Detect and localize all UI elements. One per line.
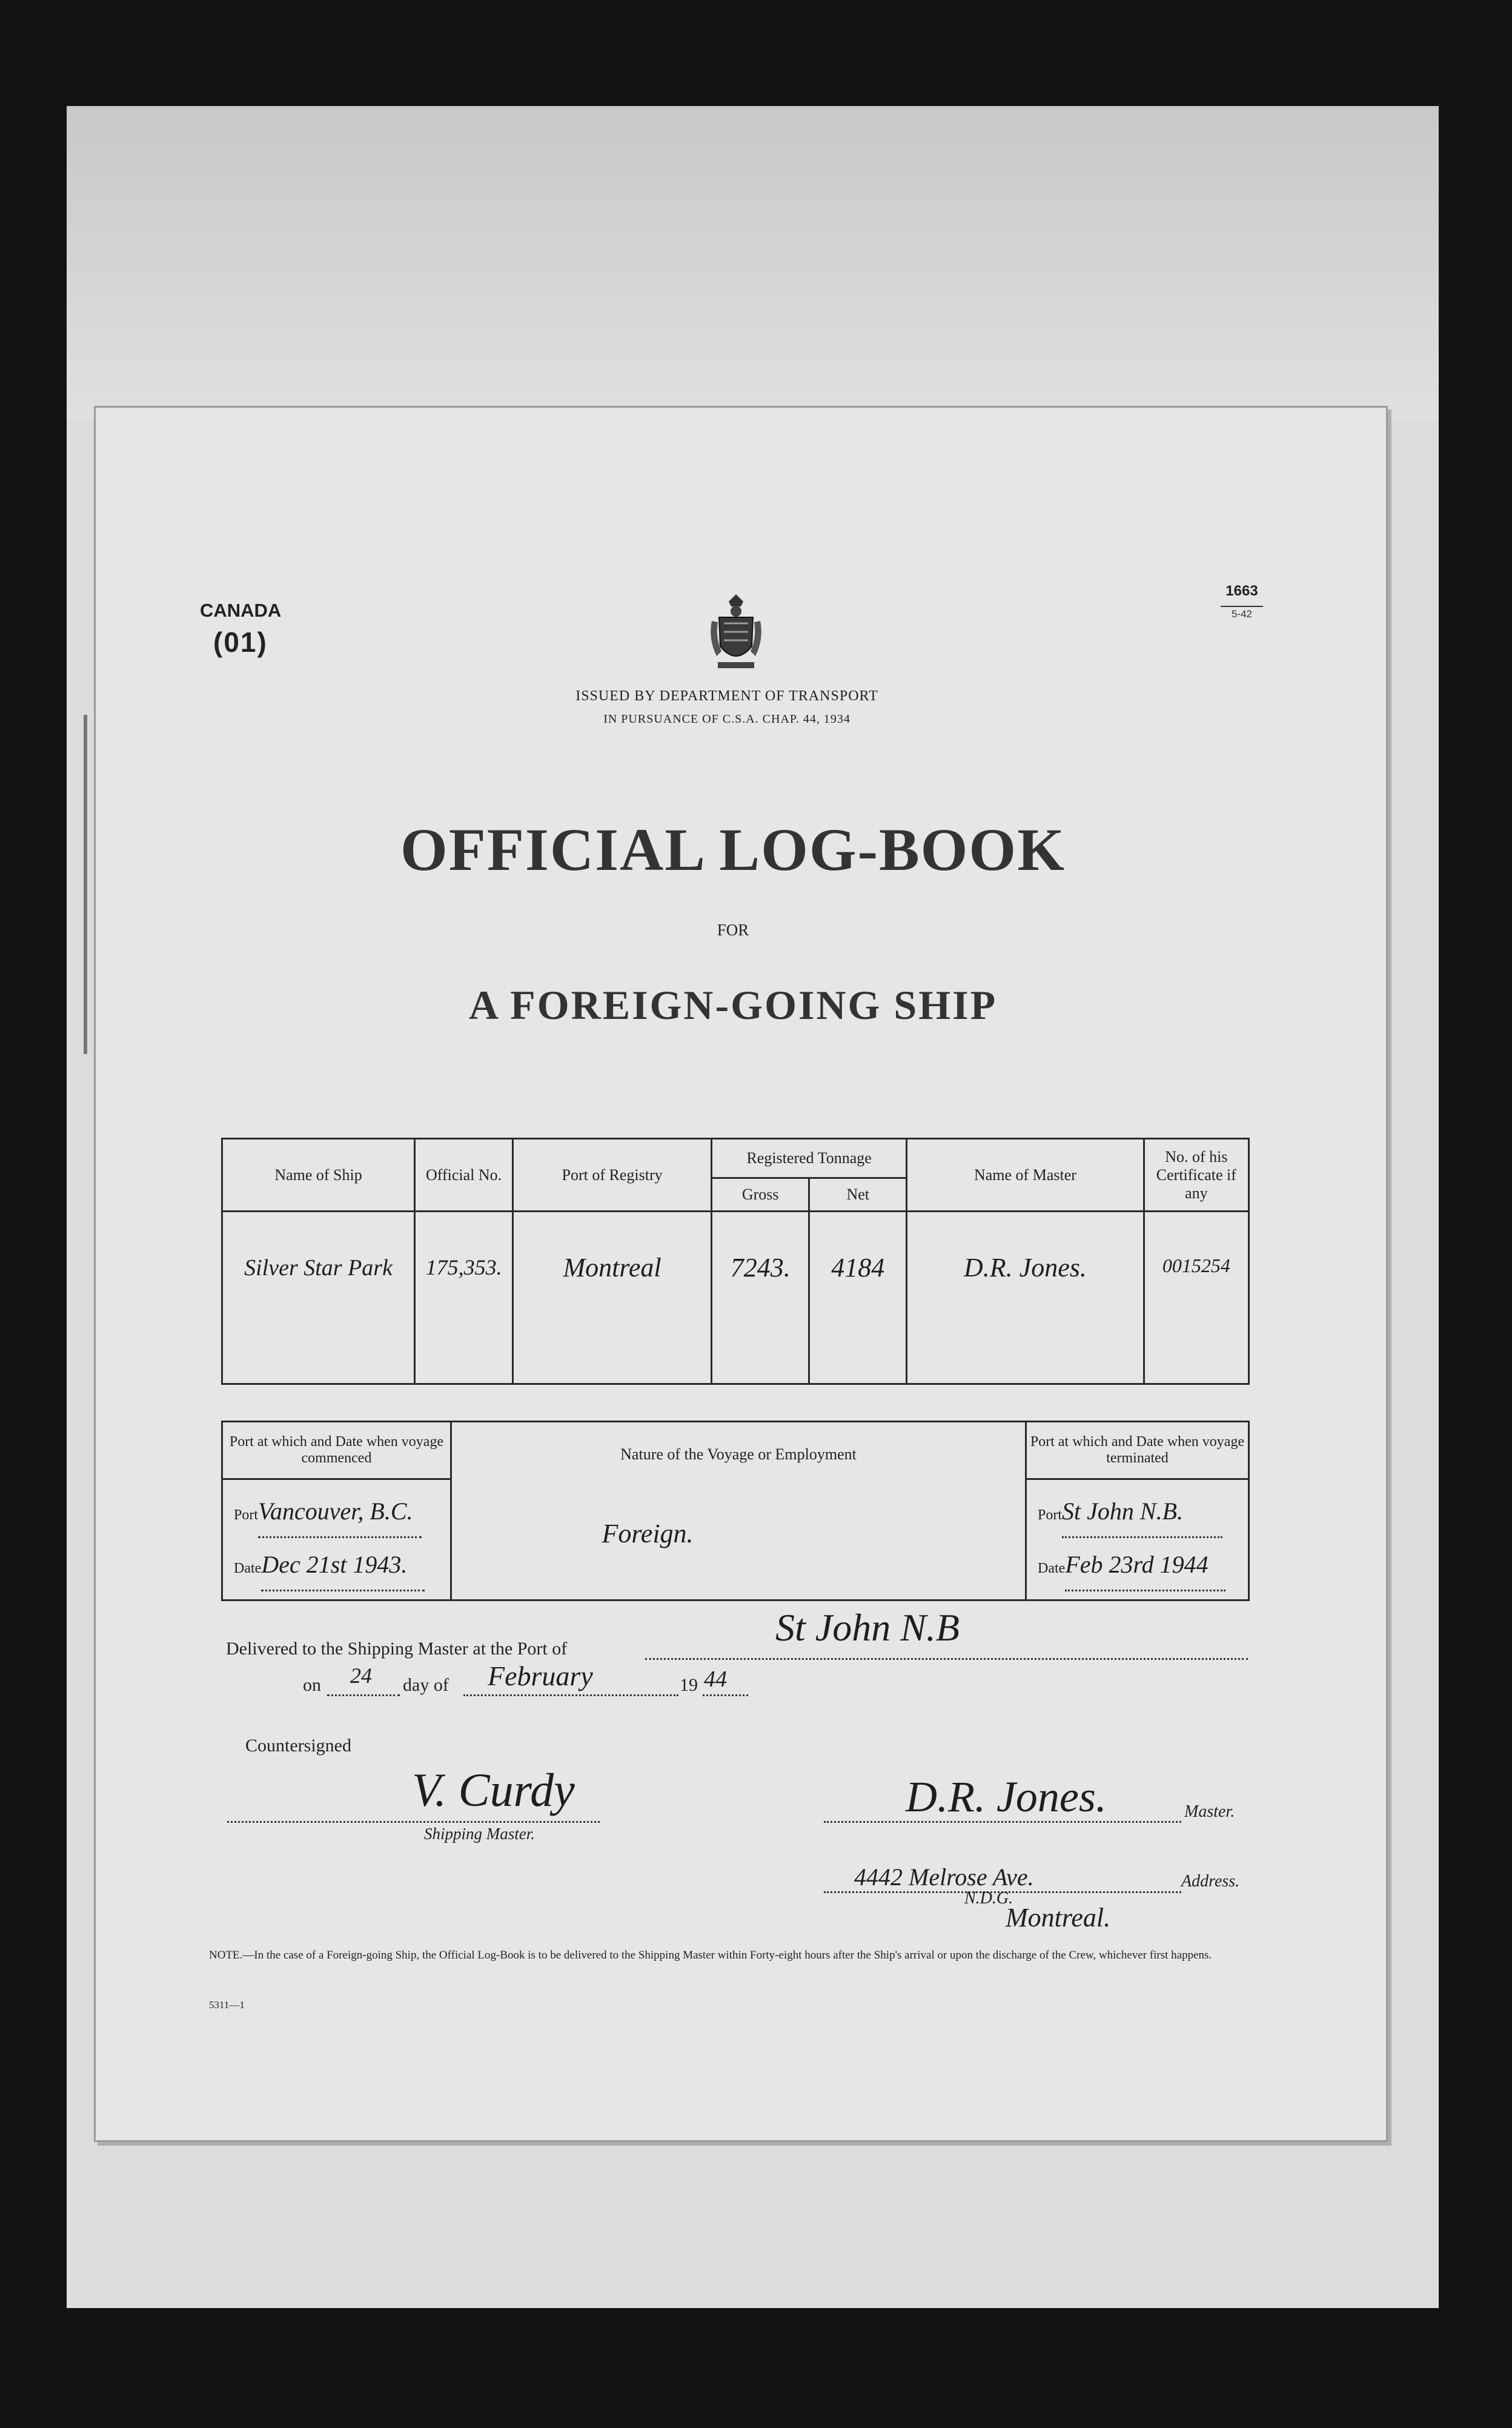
- header-port-of-registry: Port of Registry: [513, 1139, 712, 1212]
- address-line3: Montreal.: [1006, 1903, 1111, 1932]
- address-line1: 4442 Melrose Ave.: [854, 1863, 1034, 1891]
- page-edge: [84, 715, 87, 1054]
- delivered-port-value: St John N.B: [775, 1606, 960, 1649]
- shipping-master-signature-line: [227, 1821, 600, 1823]
- commenced-date-value: Dec 21st 1943.: [261, 1540, 425, 1591]
- countersigned-label: Countersigned: [245, 1736, 351, 1756]
- header-terminated: Port at which and Date when voyage terminated: [1026, 1422, 1249, 1479]
- terminated-port-label: Port: [1038, 1507, 1063, 1523]
- month-line: [463, 1694, 678, 1696]
- delivered-port-line: [645, 1658, 1248, 1660]
- certificate-value: 0015254: [1144, 1212, 1248, 1384]
- commenced-port-label: Port: [234, 1507, 259, 1523]
- header-name-of-master: Name of Master: [907, 1139, 1144, 1212]
- page-subtitle: A FOREIGN-GOING SHIP: [468, 982, 998, 1028]
- country-label: CANADA: [200, 600, 282, 621]
- commenced-date-label: Date: [234, 1560, 262, 1576]
- on-label: on: [303, 1675, 321, 1695]
- shipping-master-label: Shipping Master.: [424, 1825, 536, 1843]
- page-title: OFFICIAL LOG-BOOK: [400, 816, 1066, 883]
- header-net: Net: [809, 1178, 907, 1212]
- day-of-label: day of: [403, 1675, 449, 1695]
- voyage-table: [221, 1421, 1250, 1601]
- port-of-registry-value: Montreal: [513, 1212, 712, 1384]
- terminated-cell: [1026, 1479, 1249, 1600]
- commenced-cell: [222, 1479, 451, 1600]
- form-date: 5-42: [1221, 606, 1263, 620]
- year-line: [703, 1694, 748, 1696]
- voyage-nature-value: Foreign.: [602, 1519, 694, 1548]
- address-label: Address.: [1181, 1872, 1240, 1891]
- header-official-no: Official No.: [415, 1139, 513, 1212]
- print-reference: 5311—1: [209, 1999, 245, 2011]
- header-gross: Gross: [712, 1178, 809, 1212]
- year-prefix: 19: [680, 1675, 698, 1695]
- delivery-month-value: February: [488, 1660, 593, 1691]
- country-code: (01): [213, 626, 268, 658]
- terminated-date-label: Date: [1038, 1560, 1066, 1576]
- commenced-port-value: Vancouver, B.C.: [258, 1487, 422, 1538]
- for-label: FOR: [717, 921, 749, 939]
- header-registered-tonnage: Registered Tonnage: [712, 1139, 907, 1178]
- header-certificate: No. of his Certificate if any: [1144, 1139, 1248, 1212]
- coat-of-arms-icon: [706, 591, 766, 675]
- official-no-value: 175,353.: [415, 1212, 513, 1384]
- header-commenced: Port at which and Date when voyage commenced: [222, 1422, 451, 1479]
- net-value: 4184: [809, 1212, 907, 1384]
- ship-particulars-table: [221, 1138, 1250, 1385]
- day-line: [327, 1694, 400, 1696]
- ship-name-value: Silver Star Park: [222, 1212, 415, 1384]
- form-number: 1663: [1225, 583, 1258, 599]
- issued-by: ISSUED BY DEPARTMENT OF TRANSPORT: [575, 688, 878, 704]
- address-line2: N.D.G.: [964, 1889, 1013, 1908]
- delivery-day-value: 24: [350, 1663, 372, 1688]
- header-nature: Nature of the Voyage or Employment: [620, 1445, 857, 1463]
- terminated-port-value: St John N.B.: [1062, 1487, 1222, 1538]
- voyage-nature-cell: [451, 1422, 1026, 1600]
- footnote: NOTE.—In the case of a Foreign-going Ship, the Official Log-Book is to be delivered to the Shipping Master within Forty-eight hours after the Ship's arrival or upon the discharge of the Crew, whichever first happens.: [209, 1949, 1212, 1962]
- master-signature: D.R. Jones.: [906, 1773, 1107, 1821]
- terminated-date-value: Feb 23rd 1944: [1065, 1540, 1225, 1591]
- delivered-text: Delivered to the Shipping Master at the Port of: [226, 1639, 568, 1659]
- master-name-value: D.R. Jones.: [907, 1212, 1144, 1384]
- master-label: Master.: [1184, 1802, 1235, 1821]
- delivery-year-value: 44: [704, 1667, 727, 1692]
- header-name-of-ship: Name of Ship: [222, 1139, 415, 1212]
- shipping-master-signature: V. Curdy: [412, 1763, 575, 1816]
- pursuance-text: IN PURSUANCE OF C.S.A. CHAP. 44, 1934: [603, 712, 850, 726]
- gross-value: 7243.: [712, 1212, 809, 1384]
